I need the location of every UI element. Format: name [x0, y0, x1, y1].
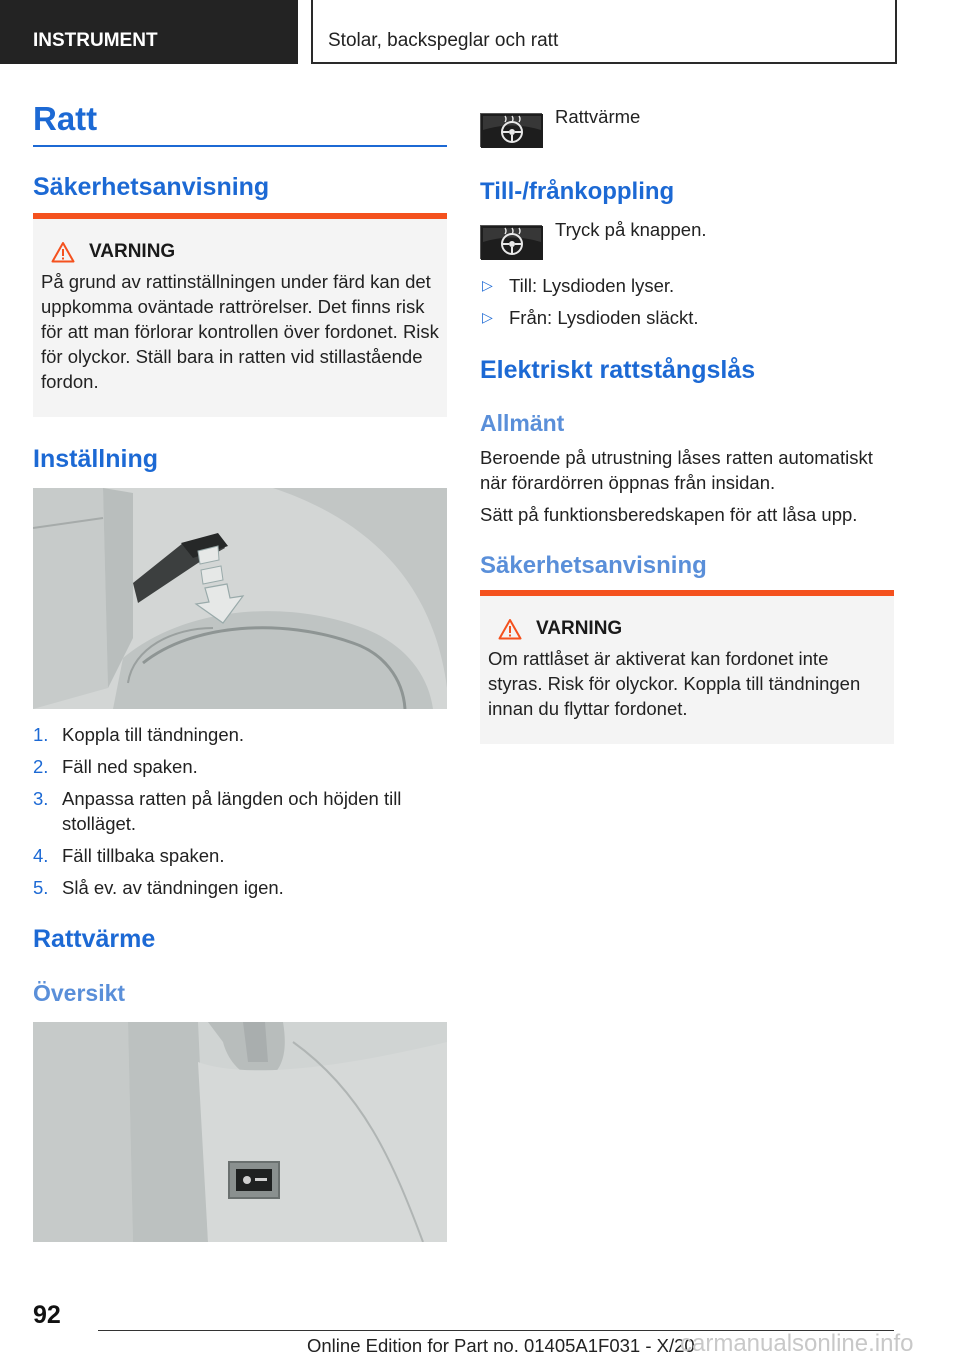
- general-heading: Allmänt: [480, 410, 565, 436]
- triangle-bullet-icon: ▷: [482, 309, 493, 325]
- safety-heading-left: Säkerhetsanvisning: [33, 173, 270, 201]
- icon-caption: Rattvärme: [555, 106, 641, 127]
- list-item: [33, 875, 447, 900]
- bullet-text: Till: Lysdioden lyser.: [509, 275, 675, 296]
- triangle-bullet-icon: ▷: [482, 277, 493, 293]
- warning-box-steering-lock: [480, 590, 894, 744]
- header-section-tab: [0, 0, 298, 64]
- heating-button-illustration: [33, 1022, 447, 1242]
- step-number: 5.: [33, 877, 49, 898]
- steering-lever-illustration: [33, 488, 447, 709]
- list-item: [33, 754, 447, 779]
- steering-heat-button-icon: [480, 225, 542, 259]
- steering-heat-button-icon: [480, 113, 542, 147]
- warning-text: Om rattlåset är aktiverat kan fordonet inte styras. Risk för olyckor. Koppla till tändningen innan du flyttar fordonet.: [488, 648, 861, 719]
- step-text: Slå ev. av tändningen igen.: [62, 877, 284, 898]
- step-number: 3.: [33, 788, 49, 809]
- list-item: [480, 273, 894, 298]
- step-text: Koppla till tändningen.: [62, 724, 245, 745]
- warning-label: VARNING: [536, 618, 623, 639]
- adjust-steps-list: [33, 722, 447, 907]
- step-text: Fäll ned spaken.: [62, 756, 198, 777]
- press-instruction: Tryck på knappen.: [555, 219, 707, 240]
- overview-heading: Översikt: [33, 980, 126, 1006]
- step-number: 4.: [33, 845, 49, 866]
- warning-triangle-icon: [51, 241, 75, 263]
- list-item: [33, 722, 447, 747]
- step-number: 2.: [33, 756, 49, 777]
- warning-box-steering-adjust: [33, 213, 447, 417]
- watermark: carmanualsonline.info: [680, 1330, 914, 1357]
- heating-heading: Rattvärme: [33, 925, 156, 953]
- warning-header: [51, 241, 439, 263]
- warning-label: VARNING: [89, 241, 176, 262]
- page-number: 92: [33, 1301, 61, 1329]
- led-status-list: [480, 273, 894, 337]
- header-section-label: INSTRUMENT: [33, 30, 158, 51]
- step-number: 1.: [33, 724, 49, 745]
- list-item: [33, 843, 447, 868]
- title-divider: [33, 145, 447, 147]
- warning-text: På grund av rattinställningen under färd kan det uppkomma oväntade rattrörelser. Det finns risk för att man förlorar kontrollen över fordonet. Risk för olyckor. Ställ bara in ratten vid stillastående fordon.: [41, 271, 439, 392]
- warning-header: [498, 618, 886, 640]
- step-text: Fäll tillbaka spaken.: [62, 845, 225, 866]
- adjust-heading: Inställning: [33, 445, 158, 473]
- header-chapter-tab: [311, 0, 897, 64]
- footer-edition: Online Edition for Part no. 01405A1F031 - X/20: [307, 1335, 695, 1356]
- page-title: Ratt: [33, 100, 98, 137]
- general-text-2: Sätt på funktionsberedskapen för att låsa upp.: [480, 504, 858, 525]
- toggle-heading: Till-/frånkoppling: [480, 178, 675, 205]
- lock-heading: Elektriskt rattstångslås: [480, 356, 756, 384]
- list-item: [33, 786, 447, 836]
- list-item: [480, 305, 894, 330]
- bullet-text: Från: Lysdioden släckt.: [509, 307, 699, 328]
- general-text-1: Beroende på utrustning låses ratten automatiskt när förardörren öppnas från insidan.: [480, 447, 873, 493]
- header-chapter-label: Stolar, backspeglar och ratt: [328, 30, 559, 51]
- warning-triangle-icon: [498, 618, 522, 640]
- safety-heading-right: Säkerhetsanvisning: [480, 552, 707, 579]
- step-text: Anpassa ratten på längden och höjden till stolläget.: [62, 788, 402, 834]
